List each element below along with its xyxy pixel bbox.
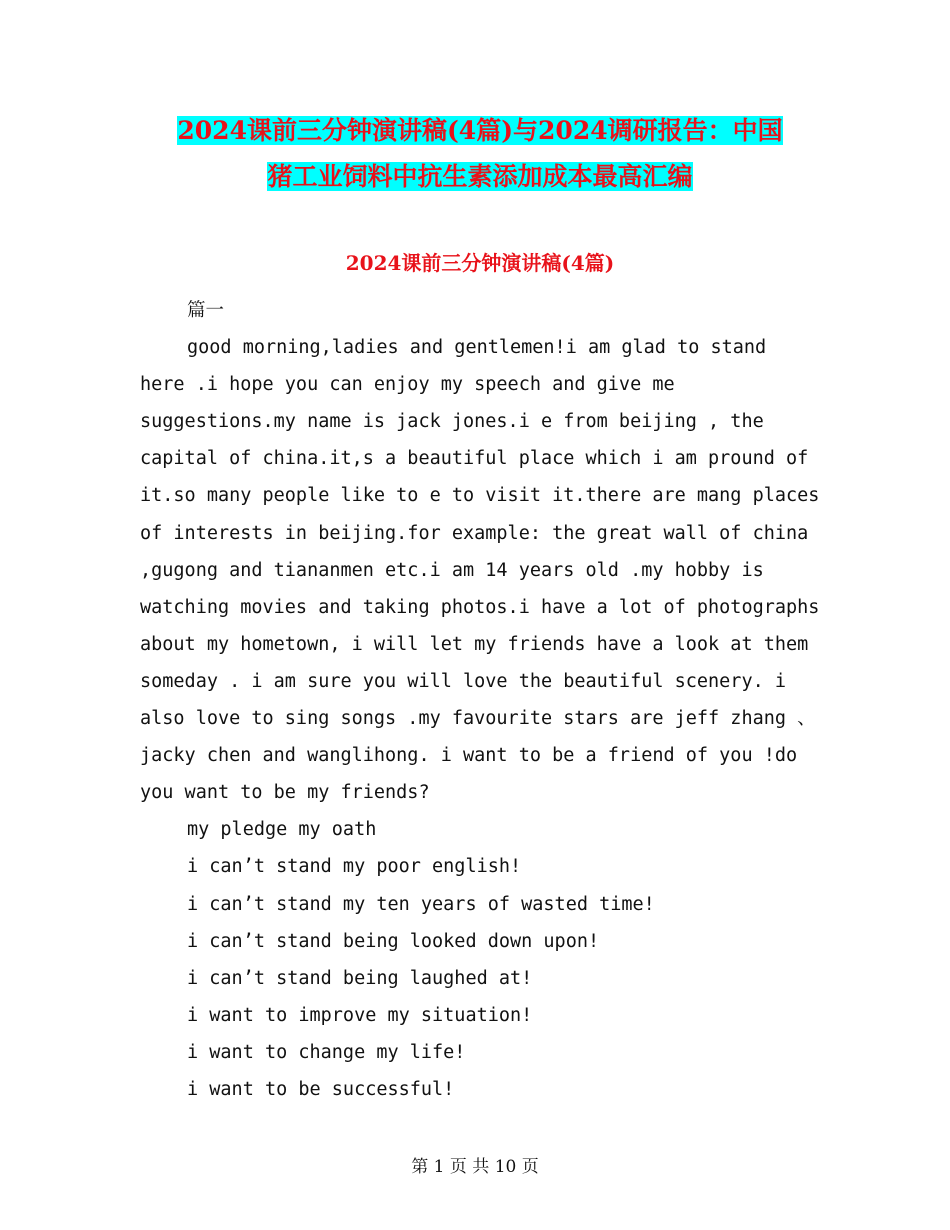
pledge-line: i want to change my life! (187, 1041, 466, 1063)
document-title-line-1: 2024课前三分钟演讲稿(4篇)与2024调研报告：中国 (177, 116, 783, 145)
pledge-line: i want to improve my situation! (187, 1004, 533, 1026)
speech-paragraph: good morning,ladies and gentlemen!i am glad to stand here .i hope you can enjoy my speech and give me suggestions.my name is jack jones.i e from beijing , the capital of china.it,s a beautiful place which i am pround of it.so many people like to e to visit it.there are mang places of interests in beijing.for example: the great wall of china ,gugong and tiananmen etc.i am 14 years old .my hobby is watching movies and taking photos.i have a lot of photographs about my hometown, i will let my friends have a look at them someday . i am sure you will love the beautiful scenery. i also love to sing songs .my favourite stars are jeff zhang 、jacky chen and wanglihong. i want to be a friend of you !do you want to be my friends? (140, 337, 820, 804)
pledge-line: i can’t stand my poor english! (187, 856, 522, 878)
pledge-line: i can’t stand being laughed at! (187, 967, 533, 989)
document-title (140, 108, 820, 200)
document-title-line-2: 猪工业饲料中抗生素添加成本最高汇编 (267, 162, 693, 191)
pledge-line: my pledge my oath (187, 819, 377, 841)
pledge-line: i can’t stand being looked down upon! (187, 930, 600, 952)
part-label: 篇一 (187, 300, 225, 321)
section-title: 2024课前三分钟演讲稿(4篇) (345, 251, 615, 275)
document-body (140, 292, 820, 1108)
pledge-line: i can’t stand my ten years of wasted time! (187, 893, 655, 915)
page-footer: 第 1 页 共 10 页 (411, 1157, 539, 1177)
pledge-line: i want to be successful! (187, 1078, 455, 1100)
